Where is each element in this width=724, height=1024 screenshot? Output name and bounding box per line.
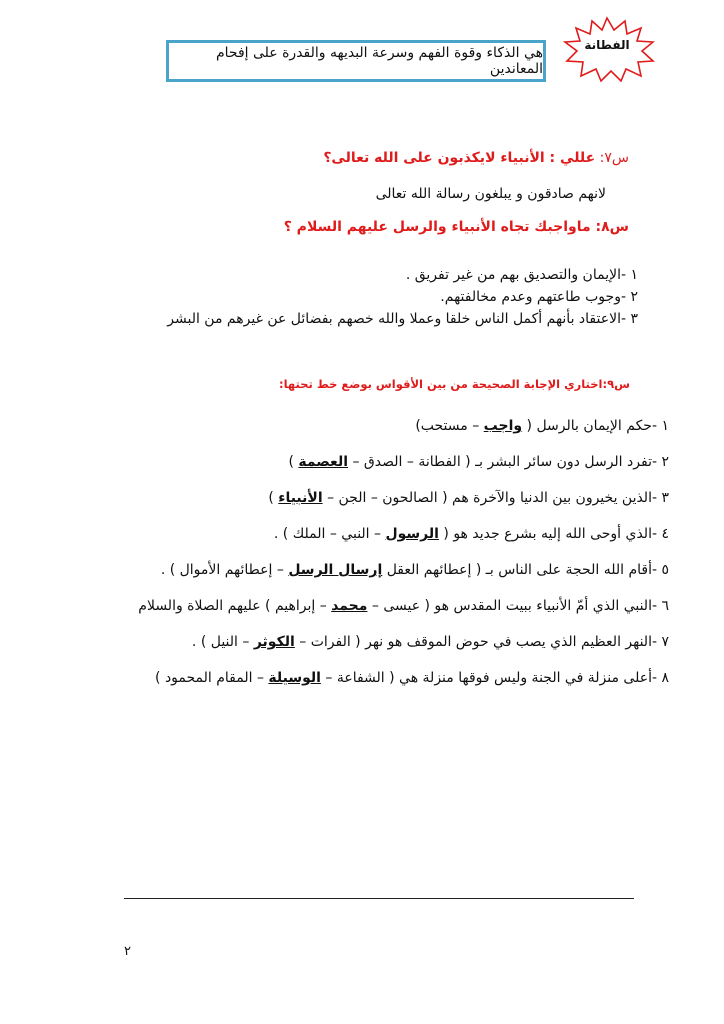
burst-label: الفطانة <box>584 38 630 52</box>
q9-question: س٩:اختاري الإجابة الصحيحة من بين الأقواس بوضع خط تحتها: <box>279 377 630 391</box>
q7-question <box>323 150 629 166</box>
q9-item-8: ٨ -أعلى منزلة في الجنة وليس فوقها منزلة هي ( الشفاعة – الوسيلة – المقام المحمود ) <box>155 670 669 686</box>
footer-divider <box>124 898 634 899</box>
q9-item-4: ٤ -الذي أوحى الله إليه بشرع جديد هو ( الرسول – النبي – الملك ) . <box>273 526 669 542</box>
q7-question-text: عللي : الأنبياء لايكذبون على الله تعالى؟ <box>323 150 596 166</box>
q9-answer-8: الوسيلة <box>268 670 321 686</box>
q9-item-5: ٥ -أقام الله الحجة على الناس بـ ( إعطائهم العقل إرسال الرسل – إعطائهم الأموال ) . <box>160 562 669 578</box>
q9-answer-5: إرسال الرسل <box>288 562 383 578</box>
definition-box <box>166 40 546 82</box>
q8-question: س٨: ماواجبك تجاه الأنبياء والرسل عليهم السلام ؟ <box>283 219 629 235</box>
q9-answer-2: العصمة <box>298 454 349 470</box>
page-number: ٢ <box>124 944 131 959</box>
definition-text: هي الذكاء وقوة الفهم وسرعة البديهه والقدرة على إفحام المعاندين <box>215 45 543 77</box>
q9-answer-4: الرسول <box>385 526 439 542</box>
q8-item-3: ٣ -الاعتقاد بأنهم أكمل الناس خلقا وعملا والله خصهم بفضائل عن غيرهم من البشر <box>167 311 638 327</box>
q9-item-1: ١ -حكم الإيمان بالرسل ( واجب – مستحب) <box>415 418 669 434</box>
q9-answer-7: الكوثر <box>253 634 295 650</box>
q9-item-7: ٧ -النهر العظيم الذي يصب في حوض الموقف هو نهر ( الفرات – الكوثر – النيل ) . <box>191 634 669 650</box>
q9-choices <box>49 408 669 696</box>
q9-item-2: ٢ -تفرد الرسل دون سائر البشر بـ ( الفطانة – الصدق – العصمة ) <box>288 454 669 470</box>
q9-item-3: ٣ -الذين يخيرون بين الدنيا والآخرة هم ( الصالحون – الجن – الأنبياء ) <box>268 490 669 506</box>
q9-answer-1: واجب <box>483 418 523 434</box>
q9-item-6: ٦ -النبي الذي أمّ الأنبياء ببيت المقدس هو ( عيسى – محمد – إبراهيم ) عليهم الصلاة والسلام <box>138 598 669 614</box>
q8-item-1: ١ -الإيمان والتصديق بهم من غير تفريق . <box>405 267 638 283</box>
q9-answer-3: الأنبياء <box>278 490 323 506</box>
q7-answer: لانهم صادقون و يبلغون رسالة الله تعالى <box>375 186 606 202</box>
q7-prefix: س٧: <box>595 150 629 166</box>
q9-answer-6: محمد <box>331 598 368 614</box>
q8-item-2: ٢ -وجوب طاعتهم وعدم مخالفتهم. <box>440 289 638 305</box>
q8-answer-list <box>167 264 638 330</box>
